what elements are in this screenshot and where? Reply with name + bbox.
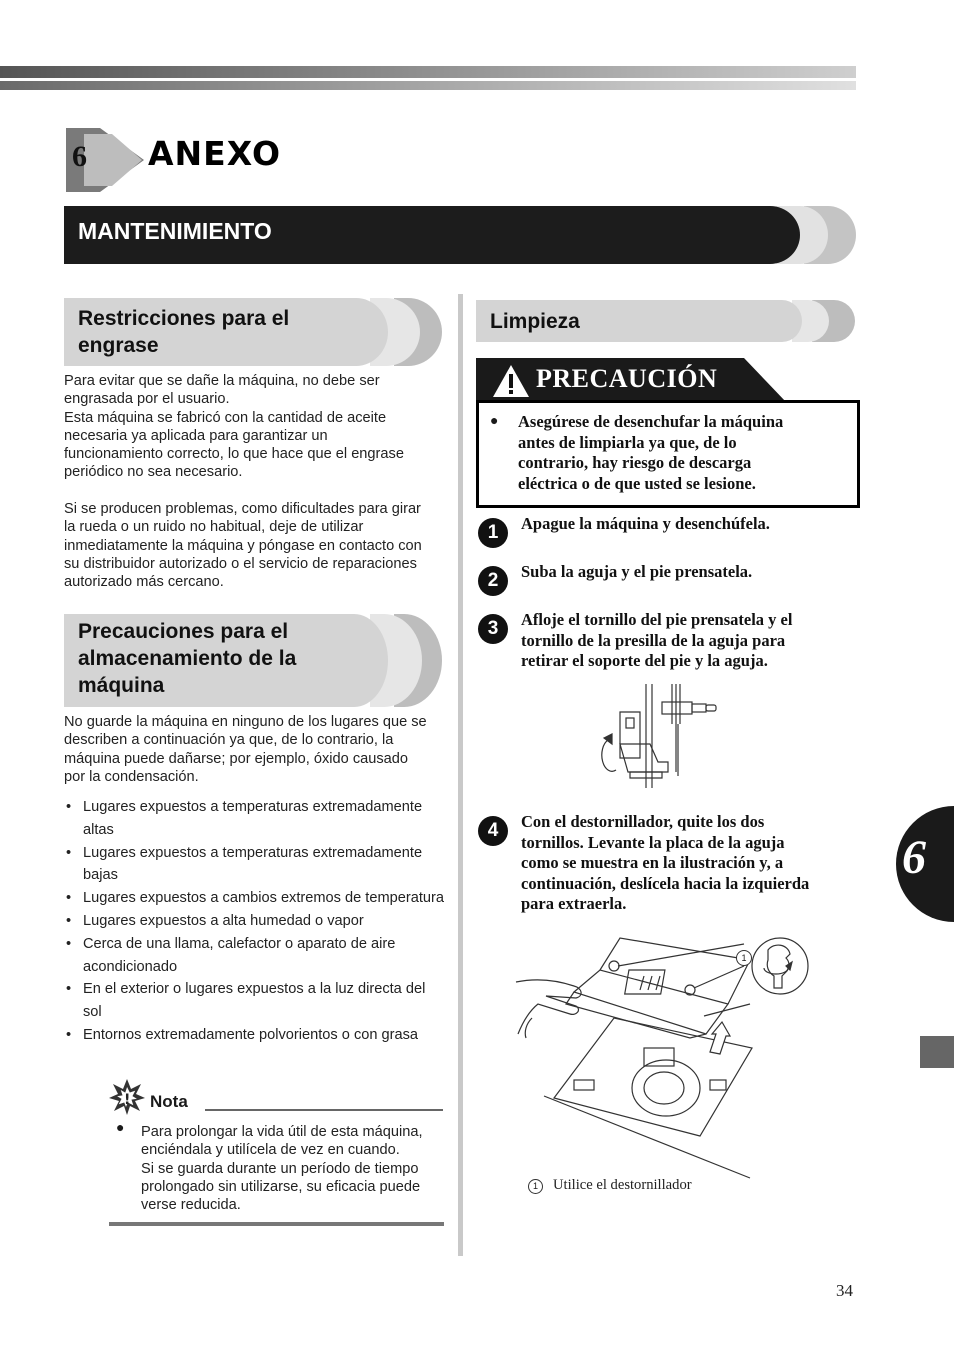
step-number: 2 [478,566,508,596]
note-burst-icon [108,1078,146,1116]
list-item: • Cerca de una llama, calefactor o aparato de aire acondicionado [64,933,444,979]
header-rule [0,64,856,92]
engrase-text: Para evitar que se dañe la máquina, no debe ser engrasada por el usuario. Esta máquina se fabricó con la cantidad de aceite necesaria ya aplicada para garantizar un funcionamiento correcto, lo que hace que el engrase periódico no sea necesario. Si se producen problemas, como dificultades para girar la rueda o un ruido no habitual, deje de utilizar inmediatamente la máquina y póngase en contacto con su distribuidor autorizado o el servicio de reparaciones autorizado más cercano. [64,373,422,591]
figure-caption: Utilice el destornillador [553,1177,692,1193]
note-text: Para prolongar la vida útil de esta máquina, enciéndala y utilícela de vez en cuando. Si se guarda durante un período de tiempo prolongado sin utilizarse, su eficacia puede verse reducida. [141,1124,423,1214]
presser-foot-illustration [590,684,726,788]
step-number: 1 [478,518,508,548]
needle-plate-illustration [514,930,814,1182]
list-item: • Lugares expuestos a temperaturas extremadamente altas [64,796,444,842]
subsection-title-engrase: Restricciones para el engrase [78,307,290,357]
step-text: Con el destornillador, quite los dos tornillos. Levante la placa de la aguja como se muestra en la ilustración y, a continuación, deslícela hacia la izquierda para extraerla. [521,812,810,913]
caution-text: Asegúrese de desenchufar la máquina antes de limpiarla ya que, de lo contrario, hay riesgo de descarga eléctrica o de que usted se lesione. [518,412,784,493]
caution-bullet: ● [490,414,499,429]
caption-number: 1 [528,1179,543,1194]
step-text: Afloje el tornillo del pie prensatela y el tornillo de la presilla de la aguja para retirar el soporte del pie y la aguja. [521,610,793,670]
warning-triangle-icon [492,364,530,398]
step-number: 3 [478,614,508,644]
list-item: • Entornos extremadamente polvorientos o con grasa [64,1024,444,1047]
list-item: • En el exterior o lugares expuestos a la luz directa del sol [64,978,444,1024]
section-title: MANTENIMIENTO [78,218,272,244]
chapter-title: ANEXO [148,134,282,173]
note-rule [205,1109,443,1111]
note-bullet: ● [116,1121,125,1136]
chapter-number: 6 [72,140,87,173]
note-label: Nota [150,1092,188,1111]
column-divider [458,294,463,1256]
list-item: • Lugares expuestos a alta humedad o vapor [64,910,444,933]
chapter-side-tab-number: 6 [902,831,926,884]
callout-number: 1 [736,950,752,966]
step-text: Apague la máquina y desenchúfela. [521,514,770,533]
side-marker [920,1036,954,1068]
almacenamiento-intro: No guarde la máquina en ninguno de los lugares que se describen a continuación ya que, de lo contrario, la máquina puede dañarse; por ejemplo, óxido causado por la condensación. [64,714,427,785]
list-item: • Lugares expuestos a temperaturas extremadamente bajas [64,842,444,888]
list-item: • Lugares expuestos a cambios extremos de temperatura [64,887,444,910]
step-number: 4 [478,816,508,846]
caution-title: PRECAUCIÓN [536,364,718,393]
page-number: 34 [836,1281,853,1300]
step-text: Suba la aguja y el pie prensatela. [521,562,753,581]
storage-locations-list [64,796,444,1047]
subsection-title-limpieza: Limpieza [490,310,580,333]
subsection-title-almacenamiento: Precauciones para el almacenamiento de la máquina [78,620,297,697]
note-bottom-rule [109,1222,444,1226]
svg-text:!: ! [124,1092,131,1108]
